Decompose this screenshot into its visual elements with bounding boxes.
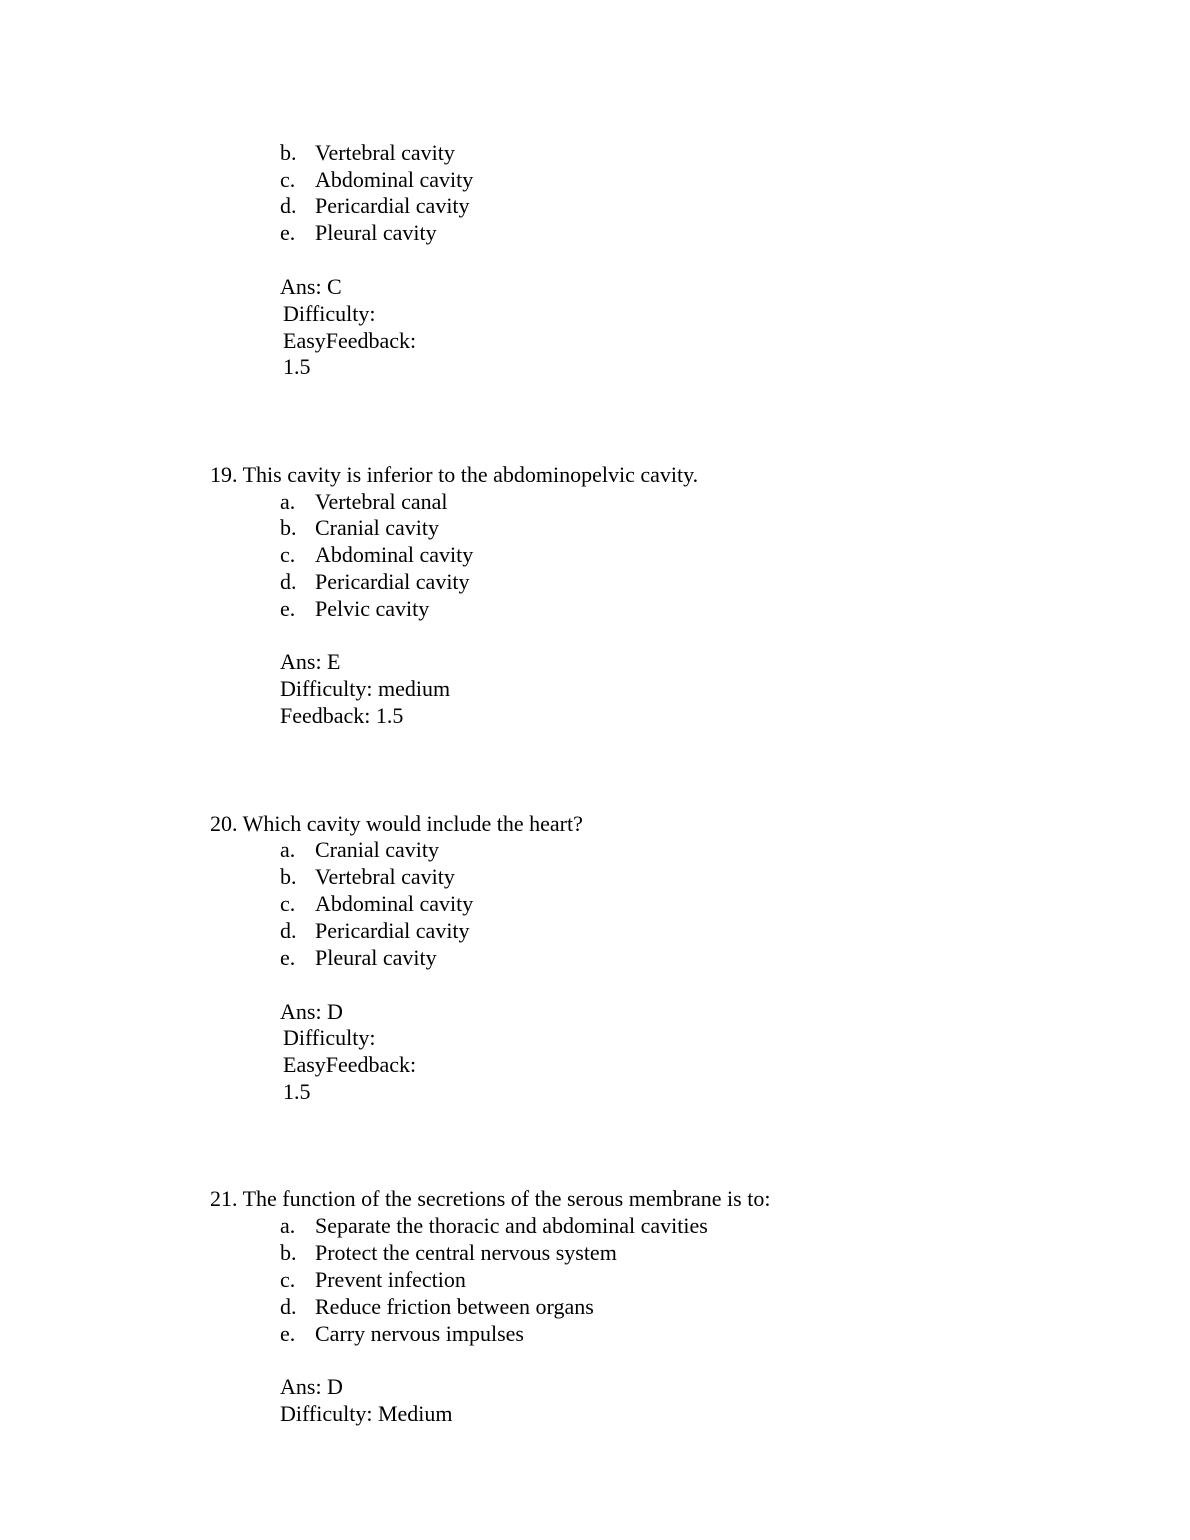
feedback-label: EasyFeedback: [283,328,417,353]
option-letter: c. [280,891,296,916]
option-letter: c. [280,1267,296,1292]
feedback-value: 1.5 [283,1079,311,1104]
option-text: Cranial cavity [315,837,440,862]
option-text: Abdominal cavity [315,891,474,916]
feedback-line: Feedback: 1.5 [280,703,404,728]
option-letter: e. [280,596,296,621]
option-letter: d. [280,918,297,943]
option-text: Reduce friction between organs [315,1294,594,1319]
option-text: Pleural cavity [315,220,437,245]
option-letter: a. [280,1213,296,1238]
option-letter: d. [280,569,297,594]
difficulty-line: Difficulty: [283,1025,376,1050]
difficulty-line: Difficulty: medium [280,676,451,701]
option-letter: e. [280,945,296,970]
option-text: Vertebral canal [315,489,448,514]
option-letter: b. [280,864,297,889]
answer-line: Ans: C [280,274,342,299]
option-letter: c. [280,167,296,192]
option-text: Vertebral cavity [315,864,455,889]
question-text: 20. Which cavity would include the heart? [210,811,583,836]
option-text: Abdominal cavity [315,542,474,567]
option-text: Carry nervous impulses [315,1321,524,1346]
option-letter: d. [280,193,297,218]
option-letter: b. [280,1240,297,1265]
difficulty-line: Difficulty: [283,301,376,326]
option-text: Pelvic cavity [315,596,430,621]
option-text: Pericardial cavity [315,918,470,943]
option-text: Cranial cavity [315,515,440,540]
question-text: 19. This cavity is inferior to the abdominopelvic cavity. [210,462,699,487]
question-text: 21. The function of the secretions of the serous membrane is to: [210,1186,771,1211]
option-letter: c. [280,542,296,567]
option-text: Protect the central nervous system [315,1240,617,1265]
option-text: Separate the thoracic and abdominal cavities [315,1213,708,1238]
answer-line: Ans: D [280,1374,343,1399]
option-letter: b. [280,140,297,165]
feedback-label: EasyFeedback: [283,1052,417,1077]
option-letter: e. [280,1321,296,1346]
option-text: Abdominal cavity [315,167,474,192]
answer-line: Ans: E [280,649,341,674]
option-letter: d. [280,1294,297,1319]
difficulty-line: Difficulty: Medium [280,1401,453,1426]
option-text: Pleural cavity [315,945,437,970]
option-text: Vertebral cavity [315,140,455,165]
feedback-value: 1.5 [283,354,311,379]
option-letter: a. [280,489,296,514]
option-letter: e. [280,220,296,245]
option-text: Pericardial cavity [315,193,470,218]
answer-line: Ans: D [280,999,343,1024]
option-letter: a. [280,837,296,862]
option-text: Pericardial cavity [315,569,470,594]
option-letter: b. [280,515,297,540]
option-text: Prevent infection [315,1267,466,1292]
